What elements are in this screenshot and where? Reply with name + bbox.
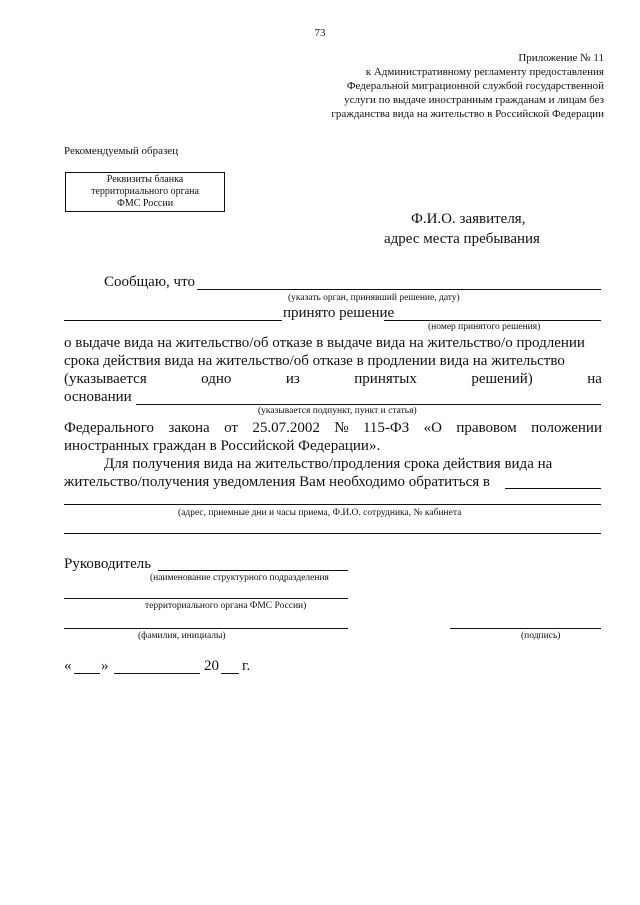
address-blank-line[interactable] [64,504,601,505]
date-year-prefix: 20 [204,658,219,674]
word: Федерального [64,420,155,436]
date-quote-close: » [101,658,109,674]
word: закона [168,420,210,436]
requisites-box [65,172,225,212]
page-number: 73 [314,27,326,39]
word: № [334,420,349,436]
hint-address: (адрес, приемные дни и часы приема, Ф.И.О. сотрудника, № кабинета [178,508,462,518]
recommended-sample-label: Рекомендуемый образец [64,145,179,157]
word: «О [423,420,442,436]
appendix-line-3: Федеральной миграционной службой государственной [346,80,604,92]
word: принятых [354,371,417,387]
date-quote-open: « [64,658,72,674]
date-month-blank[interactable] [114,673,200,674]
contact-line-2: жительство/получения уведомления Вам необходимо обратиться в [64,474,490,490]
appendix-line-4: услуги по выдаче иностранным гражданам и лицам без [344,94,604,106]
word: 115-ФЗ [362,420,410,436]
contact-blank-line[interactable] [505,488,601,489]
word: от [224,420,238,436]
hint-decision-number: (номер принятого решения) [428,322,541,332]
word: из [285,371,300,387]
date-year-blank[interactable] [221,673,239,674]
word: (указывается [64,371,147,387]
requisites-line-2: территориального органа [91,186,199,197]
word: решений) [471,371,533,387]
organ-blank-line[interactable] [197,289,601,290]
appendix-line-5: гражданства вида на жительство в Российской Федерации [331,108,604,120]
law-line-2: иностранных граждан в Российской Федерации». [64,438,381,454]
organ-blank-line-2[interactable] [64,320,282,321]
decision-text-line-3 [64,371,602,388]
inform-that-label: Сообщаю, что [104,274,195,290]
applicant-address: адрес места пребывания [384,231,540,247]
word: 25.07.2002 [252,420,320,436]
hint-signature: (подпись) [521,631,561,641]
word: положении [531,420,602,436]
date-year-suffix: г. [242,658,251,674]
decision-number-blank-line[interactable] [384,320,601,321]
hint-unit: (наименование структурного подразделения [150,573,329,583]
hint-name: (фамилия, инициалы) [138,631,226,641]
contact-line-1: Для получения вида на жительство/продления срока действия вида на [104,456,553,472]
applicant-fio: Ф.И.О. заявителя, [411,211,526,227]
head-label: Руководитель [64,556,152,572]
appendix-line-2: к Административному регламенту предоставления [365,66,604,78]
date-day-blank[interactable] [74,673,100,674]
appendix-line-1: Приложение № 11 [518,52,604,64]
word: на [587,371,602,387]
decision-text-line-1: о выдаче вида на жительство/об отказе в выдаче вида на жительство/о продлении [64,335,585,351]
head-blank-line[interactable] [158,570,348,571]
requisites-line-1: Реквизиты бланка [106,174,184,185]
basis-label: основании [64,389,132,405]
decision-taken-label: принято решение [283,305,395,321]
address-blank-line-2[interactable] [64,533,601,534]
name-blank-line[interactable] [64,628,348,629]
law-line-1 [64,420,602,437]
word: правовом [456,420,517,436]
requisites-line-3: ФМС России [116,198,174,209]
signature-blank-line[interactable] [450,628,601,629]
hint-subparagraph: (указывается подпункт, пункт и статья) [258,406,417,416]
word: одно [201,371,232,387]
hint-organ: (указать орган, принявший решение, дату) [288,293,460,303]
basis-blank-line[interactable] [136,404,601,405]
hint-organ-fms: территориального органа ФМС России) [145,601,307,611]
organ-name-blank-line[interactable] [64,598,348,599]
decision-text-line-2: срока действия вида на жительство/об отказе в продлении вида на жительство [64,353,565,369]
